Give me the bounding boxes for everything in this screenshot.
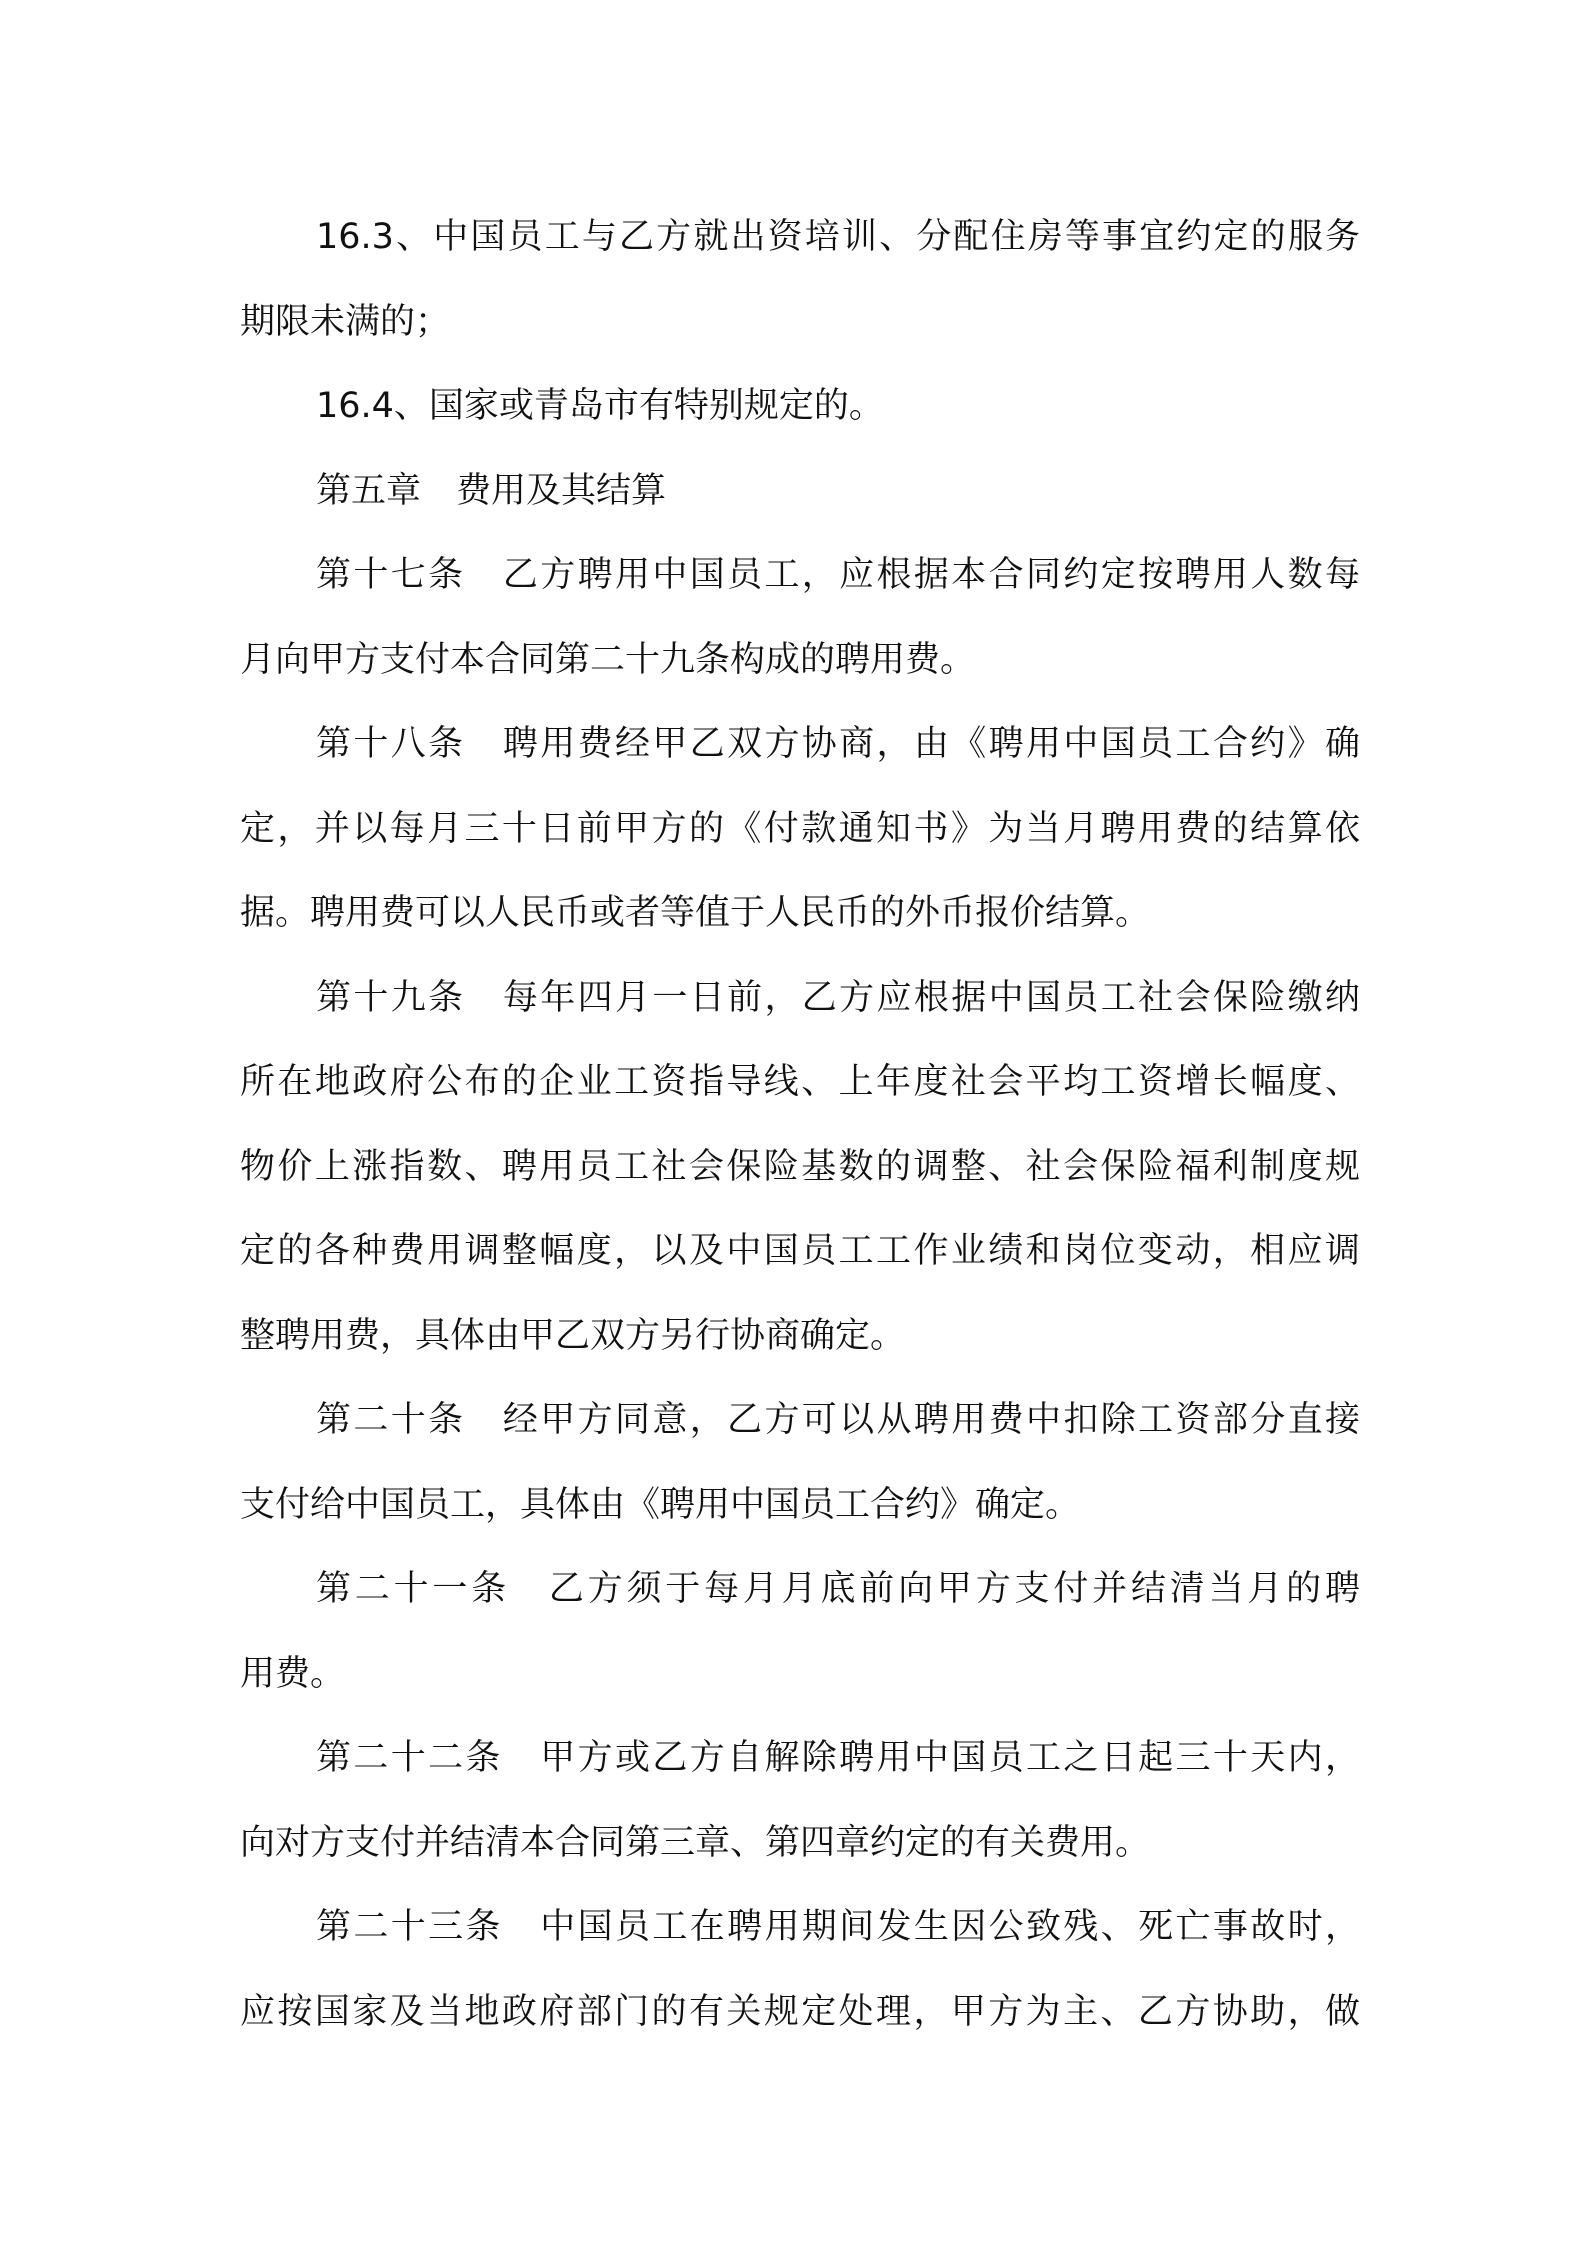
text-line: 整聘用费，具体由甲乙双方另行协商确定。 [240, 1315, 906, 1356]
text-line: 月向甲方支付本合同第二十九条构成的聘用费。 [240, 639, 976, 680]
text-line: 第二十一条 乙方须于每月月底前向甲方支付并结清当月的聘 [316, 1569, 1360, 1609]
text-line: 应按国家及当地政府部门的有关规定处理，甲方为主、乙方协助，做 [240, 1991, 1360, 2032]
text-line: 用费。 [240, 1653, 346, 1694]
document-body [240, 195, 1360, 2054]
text-line: 所在地政府公布的企业工资指导线、上年度社会平均工资增长幅度、 [240, 1062, 1360, 1102]
text-line: 据。聘用费可以人民币或者等值于人民币的外币报价结算。 [240, 893, 1151, 933]
text-line: 期限未满的； [240, 301, 451, 342]
text-line: 第二十二条 甲方或乙方自解除聘用中国员工之日起三十天内， [316, 1738, 1360, 1778]
text-line: 第十七条 乙方聘用中国员工，应根据本合同约定按聘用人数每 [316, 555, 1360, 595]
text-line: 第十九条 每年四月一日前，乙方应根据中国员工社会保险缴纳 [316, 977, 1360, 1018]
text-line: 物价上涨指数、聘用员工社会保险基数的调整、社会保险福利制度规 [240, 1146, 1360, 1187]
text-line: 第二十条 经甲方同意，乙方可以从聘用费中扣除工资部分直接 [316, 1400, 1360, 1440]
text-line: 16.4、国家或青岛市有特别规定的。 [316, 386, 884, 426]
text-line: 支付给中国员工，具体由《聘用中国员工合约》确定。 [240, 1484, 1081, 1525]
text-line: 定的各种费用调整幅度，以及中国员工工作业绩和岗位变动，相应调 [240, 1231, 1360, 1271]
text-line: 第二十三条 中国员工在聘用期间发生因公致残、死亡事故时， [316, 1907, 1360, 1947]
text-line: 16.3、中国员工与乙方就出资培训、分配住房等事宜约定的服务 [316, 217, 1360, 257]
text-line: 定，并以每月三十日前甲方的《付款通知书》为当月聘用费的结算依 [240, 808, 1360, 849]
text-line: 第十八条 聘用费经甲乙双方协商，由《聘用中国员工合约》确 [316, 724, 1360, 764]
chapter-heading: 第五章 费用及其结算 [316, 470, 667, 511]
text-line: 向对方支付并结清本合同第三章、第四章约定的有关费用。 [240, 1822, 1151, 1863]
